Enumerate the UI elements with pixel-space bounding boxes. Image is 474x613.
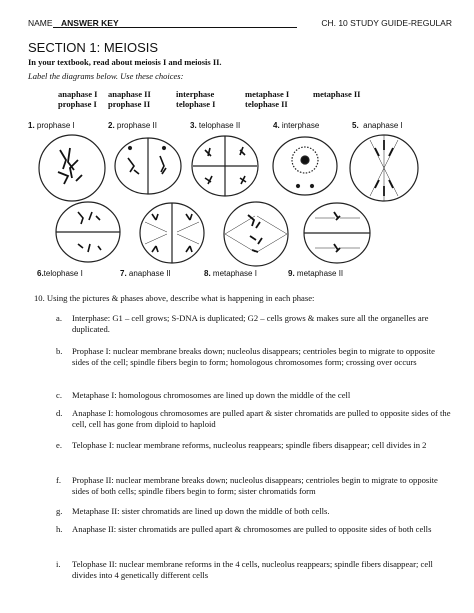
diagram-label-9: 9. metaphase II	[288, 269, 344, 278]
name-label: NAME	[28, 18, 53, 28]
section-title: SECTION 1: MEIOSIS	[28, 40, 159, 55]
answer-letter: e.	[56, 440, 62, 450]
answer-key-label: ANSWER KEY	[61, 18, 119, 28]
answer-text: Prophase I: nuclear membrane breaks down; nucleolus disappears; centrioles begin to migrate to opposite sides of the cell; spindle fibers begin to form; homologous chromosomes form; crossing over occurs	[72, 346, 435, 367]
answer-text: Anaphase I: homologous chromosomes are pulled apart & sister chromatids are pulled to opposite sides of the cell, cell has gone from diploid to haploid	[72, 408, 451, 429]
cell-anaphase-1	[350, 135, 418, 201]
choice-item: telophase I	[176, 99, 216, 109]
cell-metaphase-1	[224, 202, 288, 266]
cell-interphase	[273, 137, 337, 195]
diagram-label-3: 3. telophase II	[190, 121, 241, 130]
answer-letter: h.	[56, 524, 63, 534]
answer-letter: c.	[56, 390, 62, 400]
answer-text: Telophase I: nuclear membrane reforms, nucleolus reappears; spindle fibers disappear; cell divides in 2	[72, 440, 427, 450]
cell-prophase-2	[115, 138, 181, 194]
answer-text: Interphase: G1 – cell grows; S-DNA is duplicated; G2 – cells grows & makes sure all the organelles are duplicated.	[72, 313, 429, 334]
choice-item: anaphase II	[108, 89, 151, 99]
answer-letter: i.	[56, 559, 61, 569]
diagram-label-1: 1. prophase I	[28, 121, 75, 130]
cell-metaphase-2	[304, 203, 370, 263]
answer-letter: b.	[56, 346, 63, 356]
diagram-label-4: 4. interphase	[273, 121, 320, 130]
chapter-label: CH. 10 STUDY GUIDE-REGULAR	[321, 18, 452, 28]
answer-text: Metaphase II: sister chromatids are lined up down the middle of both cells.	[72, 506, 330, 516]
choice-item: prophase II	[108, 99, 151, 109]
answer-letter: a.	[56, 313, 62, 323]
choice-item: telophase II	[245, 99, 288, 109]
diagram-label-8: 8. metaphase I	[204, 269, 257, 278]
cell-telophase-1	[56, 202, 120, 262]
label-instruction: Label the diagrams below. Use these choices:	[28, 71, 184, 81]
choice-item: metaphase I	[245, 89, 290, 99]
answer-letter: d.	[56, 408, 63, 418]
answer-text: Prophase II: nuclear membrane breaks down; nucleolus disappears; centrioles begin to migrate to opposite sides of both cells; spindle fibers begin to form; sister chromatids form	[72, 475, 438, 496]
answer-text: Metaphase I: homologous chromosomes are lined up down the middle of the cell	[72, 390, 351, 400]
answer-letter: f.	[56, 475, 62, 485]
cell-anaphase-2	[140, 203, 204, 263]
answer-text: Anaphase II: sister chromatids are pulled apart & chromosomes are pulled to opposite sides of both cells	[72, 524, 432, 534]
cell-prophase-1	[39, 135, 105, 201]
answer-text: Telophase II: nuclear membrane reforms in the 4 cells, nucleolus reappears; spindle fibers disappear; cell divides into 4 genetically different cells	[72, 559, 433, 580]
choice-item: anaphase I	[58, 89, 98, 99]
choice-item: metaphase II	[313, 89, 361, 99]
cell-telophase-2	[192, 136, 258, 196]
choice-item: interphase	[176, 89, 215, 99]
choice-item: prophase I	[58, 99, 97, 109]
diagram-label-7: 7. anaphase II	[120, 269, 171, 278]
intro-text: In your textbook, read about meiosis I and meiosis II.	[28, 57, 222, 67]
answer-letter: g.	[56, 506, 63, 516]
diagram-label-6: 6.telophase I	[37, 269, 83, 278]
question-10: 10. Using the pictures & phases above, describe what is happening in each phase:	[34, 293, 315, 303]
diagram-label-2: 2. prophase II	[108, 121, 157, 130]
diagram-label-5: 5. anaphase I	[352, 121, 403, 130]
